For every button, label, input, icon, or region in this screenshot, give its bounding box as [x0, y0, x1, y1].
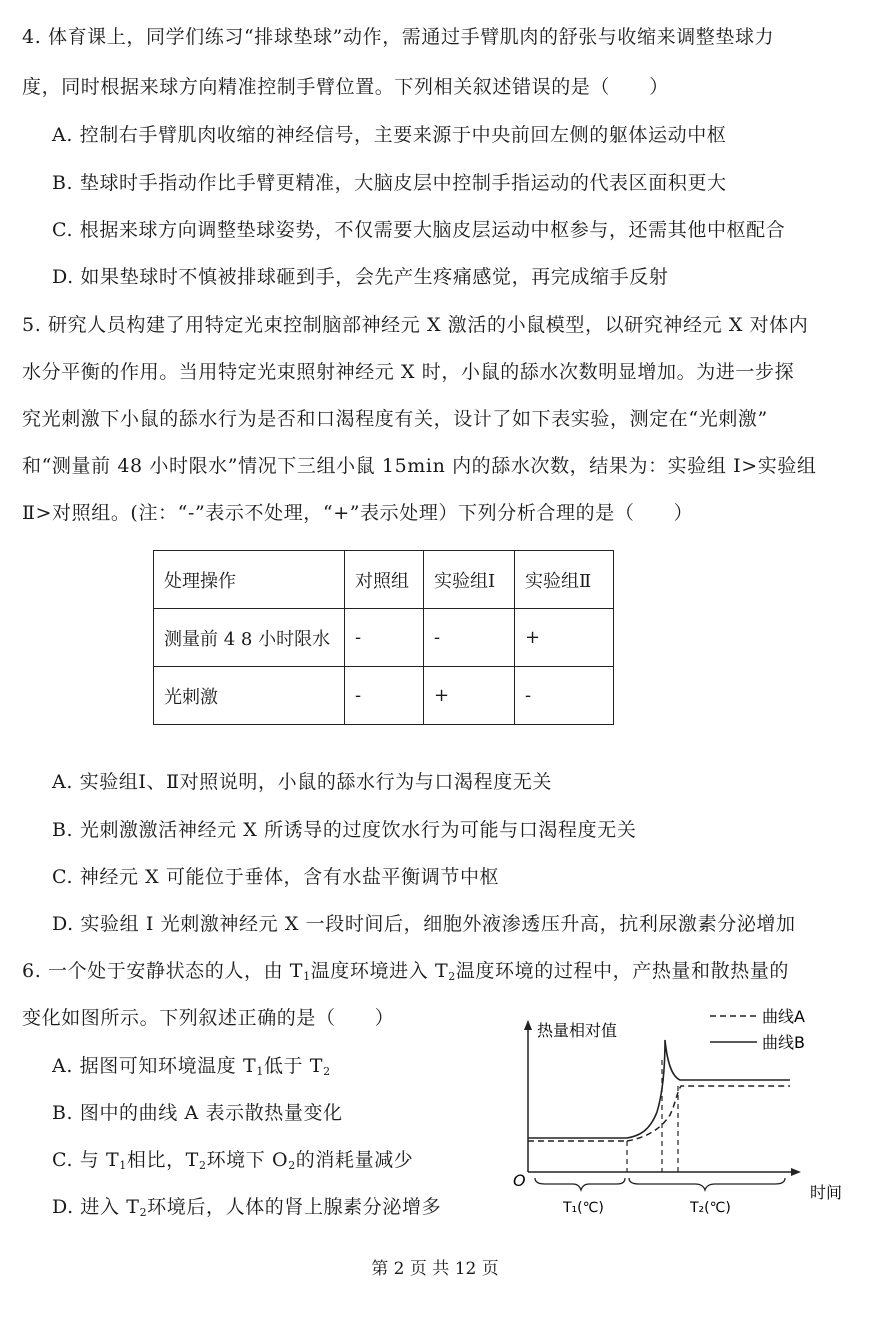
q5-stem-line1: 5. 研究人员构建了用特定光束控制脑部神经元 X 激活的小鼠模型，以研究神经元 X 对体内 [22, 314, 809, 336]
y-axis-arrow [524, 1020, 532, 1030]
y-axis-label: 热量相对值 [537, 1021, 618, 1040]
curve-a [627, 1086, 790, 1141]
x-segment-t1: T₁(℃) [563, 1200, 604, 1216]
x-segment-t2: T₂(℃) [690, 1200, 731, 1216]
q5-stem-line4: 和“测量前 48 小时限水”情况下三组小鼠 15min 内的舔水次数，结果为：实验组 I>实验组 [22, 455, 817, 477]
table-cell: - [345, 609, 424, 667]
q4-option-d: D. 如果垫球时不慎被排球砸到手，会先产生疼痛感觉，再完成缩手反射 [52, 266, 669, 288]
legend-label-a: 曲线A [762, 1007, 805, 1026]
q6-option-d: D. 进入 $T_2$环境后，人体的肾上腺素分泌增多 [52, 1196, 442, 1219]
table-row [154, 667, 614, 725]
table-cell: + [424, 667, 515, 725]
heat-chart [505, 1000, 845, 1225]
q6-option-b: B. 图中的曲线 A 表示散热量变化 [52, 1102, 343, 1124]
table-cell: 测量前 4 8 小时限水 [154, 609, 345, 667]
curve-b [627, 1040, 790, 1138]
q6-stem-line2: 变化如图所示。下列叙述正确的是（ ） [22, 1007, 395, 1029]
q4-option-a: A. 控制右手臂肌肉收缩的神经信号，主要来源于中央前回左侧的躯体运动中枢 [52, 124, 727, 146]
q6-stem-line1: 6. 一个处于安静状态的人，由 $T_1$温度环境进入 $T_2$温度环境的过程中，产热量和散热量的 [22, 960, 790, 983]
table-cell: 光刺激 [154, 667, 345, 725]
q4-option-b: B. 垫球时手指动作比手臂更精准，大脑皮层中控制手指运动的代表区面积更大 [52, 172, 727, 194]
x-axis-arrow [791, 1168, 801, 1176]
legend-label-b: 曲线B [762, 1033, 805, 1052]
brace-t2 [629, 1178, 785, 1190]
origin-label: O [513, 1171, 526, 1190]
q6-option-c: C. 与 $T_1$相比，$T_2$环境下 $O_2$的消耗量减少 [52, 1149, 414, 1172]
table-cell: + [515, 609, 614, 667]
table-header-cell: 对照组 [345, 551, 424, 609]
table-row [154, 609, 614, 667]
page-footer: 第 2 页 共 12 页 [371, 1259, 499, 1279]
q5-stem-line3: 究光刺激下小鼠的舔水行为是否和口渴程度有关，设计了如下表实验，测定在“光刺激” [22, 408, 768, 430]
q5-option-d: D. 实验组 I 光刺激神经元 X 一段时间后，细胞外液渗透压升高，抗利尿激素分泌增加 [52, 913, 796, 935]
x-axis-label: 时间 [810, 1183, 843, 1202]
table-header-cell: 处理操作 [154, 551, 345, 609]
table-header-cell: 实验组Ⅱ [515, 551, 614, 609]
q5-stem-line2: 水分平衡的作用。当用特定光束照射神经元 X 时，小鼠的舔水次数明显增加。为进一步探 [22, 361, 795, 383]
table-header-row [154, 551, 614, 609]
table-cell: - [515, 667, 614, 725]
q5-option-b: B. 光刺激激活神经元 X 所诱导的过度饮水行为可能与口渴程度无关 [52, 819, 637, 841]
q5-option-c: C. 神经元 X 可能位于垂体，含有水盐平衡调节中枢 [52, 866, 500, 888]
q4-stem-line1: 4. 体育课上，同学们练习“排球垫球”动作，需通过手臂肌肉的舒张与收缩来调整垫球力 [22, 26, 775, 48]
q5-stem-line5: Ⅱ>对照组。(注：“-”表示不处理，“+”表示处理）下列分析合理的是（ ） [22, 502, 694, 524]
table-header-cell: 实验组Ⅰ [424, 551, 515, 609]
q6-option-a: A. 据图可知环境温度 $T_1$低于 $T_2$ [52, 1055, 331, 1078]
experiment-table [153, 550, 614, 725]
table-cell: - [345, 667, 424, 725]
q4-option-c: C. 根据来球方向调整垫球姿势，不仅需要大脑皮层运动中枢参与，还需其他中枢配合 [52, 219, 786, 241]
brace-t1 [535, 1178, 625, 1190]
q4-stem-line2: 度，同时根据来球方向精准控制手臂位置。下列相关叙述错误的是（ ） [22, 76, 669, 98]
q5-option-a: A. 实验组Ⅰ、Ⅱ对照说明，小鼠的舔水行为与口渴程度无关 [52, 771, 553, 793]
table-cell: - [424, 609, 515, 667]
